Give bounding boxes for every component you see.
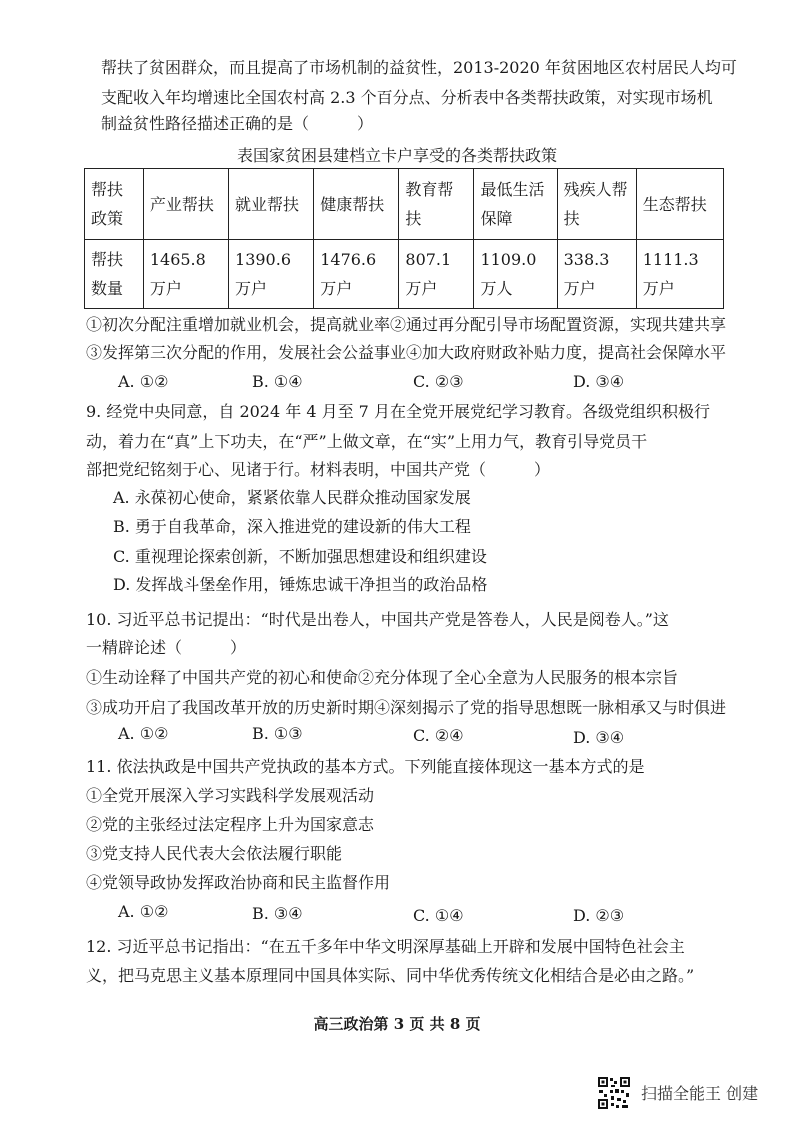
intro-line-1: 帮扶了贫困群众，而且提高了市场机制的益贫性，2013-2020 年贫困地区农村居民人均可 bbox=[101, 58, 737, 77]
option-a[interactable]: A. ①② bbox=[118, 372, 169, 391]
option-a[interactable]: A. ①② bbox=[118, 724, 169, 743]
q9-line-3: 部把党纪铭刻于心、见诸于行。材料表明，中国共产党（ ） bbox=[86, 460, 551, 479]
q9-option-a[interactable]: A. 永葆初心使命，紧紧依靠人民群众推动国家发展 bbox=[113, 488, 471, 507]
table-cell: 帮扶政策 bbox=[85, 169, 144, 240]
table-cell: 1111.3 万户 bbox=[636, 240, 723, 309]
table-cell: 最低生活保障 bbox=[474, 169, 557, 240]
qr-code-icon bbox=[597, 1076, 631, 1110]
q9-line-2: 动，着力在“真”上下功夫，在“严”上做文章，在“实”上用力气，教育引导党员干 bbox=[86, 432, 648, 451]
scanner-watermark: 扫描全能王 创建 bbox=[641, 1084, 759, 1103]
intro-line-2: 支配收入年均增速比全国农村高 2.3 个百分点、分析表中各类帮扶政策，对实现市场机 bbox=[101, 88, 713, 107]
option-c[interactable]: C. ②③ bbox=[413, 372, 464, 391]
table-cell: 1390.6 万户 bbox=[229, 240, 314, 309]
option-d[interactable]: D. ③④ bbox=[573, 372, 625, 391]
q12-line-2: 义，把马克思主义基本原理同中国具体实际、同中华优秀传统文化相结合是必由之路。” bbox=[86, 966, 695, 985]
table-cell: 就业帮扶 bbox=[229, 169, 314, 240]
q8-statement-2: ③发挥第三次分配的作用，发展社会公益事业④加大政府财政补贴力度，提高社会保障水平 bbox=[86, 343, 727, 362]
q12-line-1: 12. 习近平总书记指出：“在五千多年中华文明深厚基础上开辟和发展中国特色社会主 bbox=[86, 937, 685, 956]
option-b[interactable]: B. ①③ bbox=[252, 724, 303, 743]
option-d[interactable]: D. ③④ bbox=[573, 728, 625, 747]
option-a[interactable]: A. ①② bbox=[118, 902, 169, 921]
q9-line-1: 9. 经党中央同意，自 2024 年 4 月至 7 月在全党开展党纪学习教育。各级党组织积极行 bbox=[86, 402, 710, 421]
table-caption: 表国家贫困县建档立卡户享受的各类帮扶政策 bbox=[236, 146, 557, 165]
option-c[interactable]: C. ②④ bbox=[413, 726, 464, 745]
page-footer: 高三政治第 3 页 共 8 页 bbox=[313, 1015, 481, 1033]
table-cell: 1476.6 万户 bbox=[314, 240, 399, 309]
table-cell: 产业帮扶 bbox=[143, 169, 228, 240]
q9-option-b[interactable]: B. 勇于自我革命，深入推进党的建设新的伟大工程 bbox=[113, 517, 471, 536]
table-cell: 807.1 万户 bbox=[399, 240, 474, 309]
q10-statement-1: ①生动诠释了中国共产党的初心和使命②充分体现了全心全意为人民服务的根本宗旨 bbox=[86, 668, 679, 687]
table-cell: 338.3 万户 bbox=[557, 240, 636, 309]
option-c[interactable]: C. ①④ bbox=[413, 906, 464, 925]
q9-option-c[interactable]: C. 重视理论探索创新，不断加强思想建设和组织建设 bbox=[113, 547, 487, 566]
option-b[interactable]: B. ③④ bbox=[252, 904, 303, 923]
q10-line-1: 10. 习近平总书记提出：“时代是出卷人，中国共产党是答卷人，人民是阅卷人。”这 bbox=[86, 610, 669, 629]
q11-statement-1: ①全党开展深入学习实践科学发展观活动 bbox=[86, 786, 375, 805]
q11-statement-2: ②党的主张经过法定程序上升为国家意志 bbox=[86, 815, 375, 834]
q11-line-1: 11. 依法执政是中国共产党执政的基本方式。下列能直接体现这一基本方式的是 bbox=[86, 757, 645, 776]
table-cell: 1465.8 万户 bbox=[143, 240, 228, 309]
q8-statement-1: ①初次分配注重增加就业机会，提高就业率②通过再分配引导市场配置资源，实现共建共享 bbox=[86, 315, 727, 334]
table-cell: 残疾人帮扶 bbox=[557, 169, 636, 240]
policy-table bbox=[84, 168, 724, 309]
table-cell: 生态帮扶 bbox=[636, 169, 723, 240]
option-b[interactable]: B. ①④ bbox=[252, 372, 303, 391]
q11-statement-3: ③党支持人民代表大会依法履行职能 bbox=[86, 844, 343, 863]
table-cell: 健康帮扶 bbox=[314, 169, 399, 240]
table-cell: 教育帮扶 bbox=[399, 169, 474, 240]
table-cell: 帮扶数量 bbox=[85, 240, 144, 309]
option-d[interactable]: D. ②③ bbox=[573, 906, 625, 925]
intro-line-3: 制益贫性路径描述正确的是（ ） bbox=[101, 114, 374, 133]
q10-statement-2: ③成功开启了我国改革开放的历史新时期④深刻揭示了党的指导思想既一脉相承又与时俱进 bbox=[86, 698, 727, 717]
table-cell: 1109.0 万人 bbox=[474, 240, 557, 309]
q9-option-d[interactable]: D. 发挥战斗堡垒作用，锤炼忠诚干净担当的政治品格 bbox=[113, 575, 488, 594]
table-row bbox=[85, 240, 724, 309]
table-header-row bbox=[85, 169, 724, 240]
q11-statement-4: ④党领导政协发挥政治协商和民主监督作用 bbox=[86, 873, 391, 892]
q10-line-2: 一精辟论述（ ） bbox=[86, 638, 247, 657]
